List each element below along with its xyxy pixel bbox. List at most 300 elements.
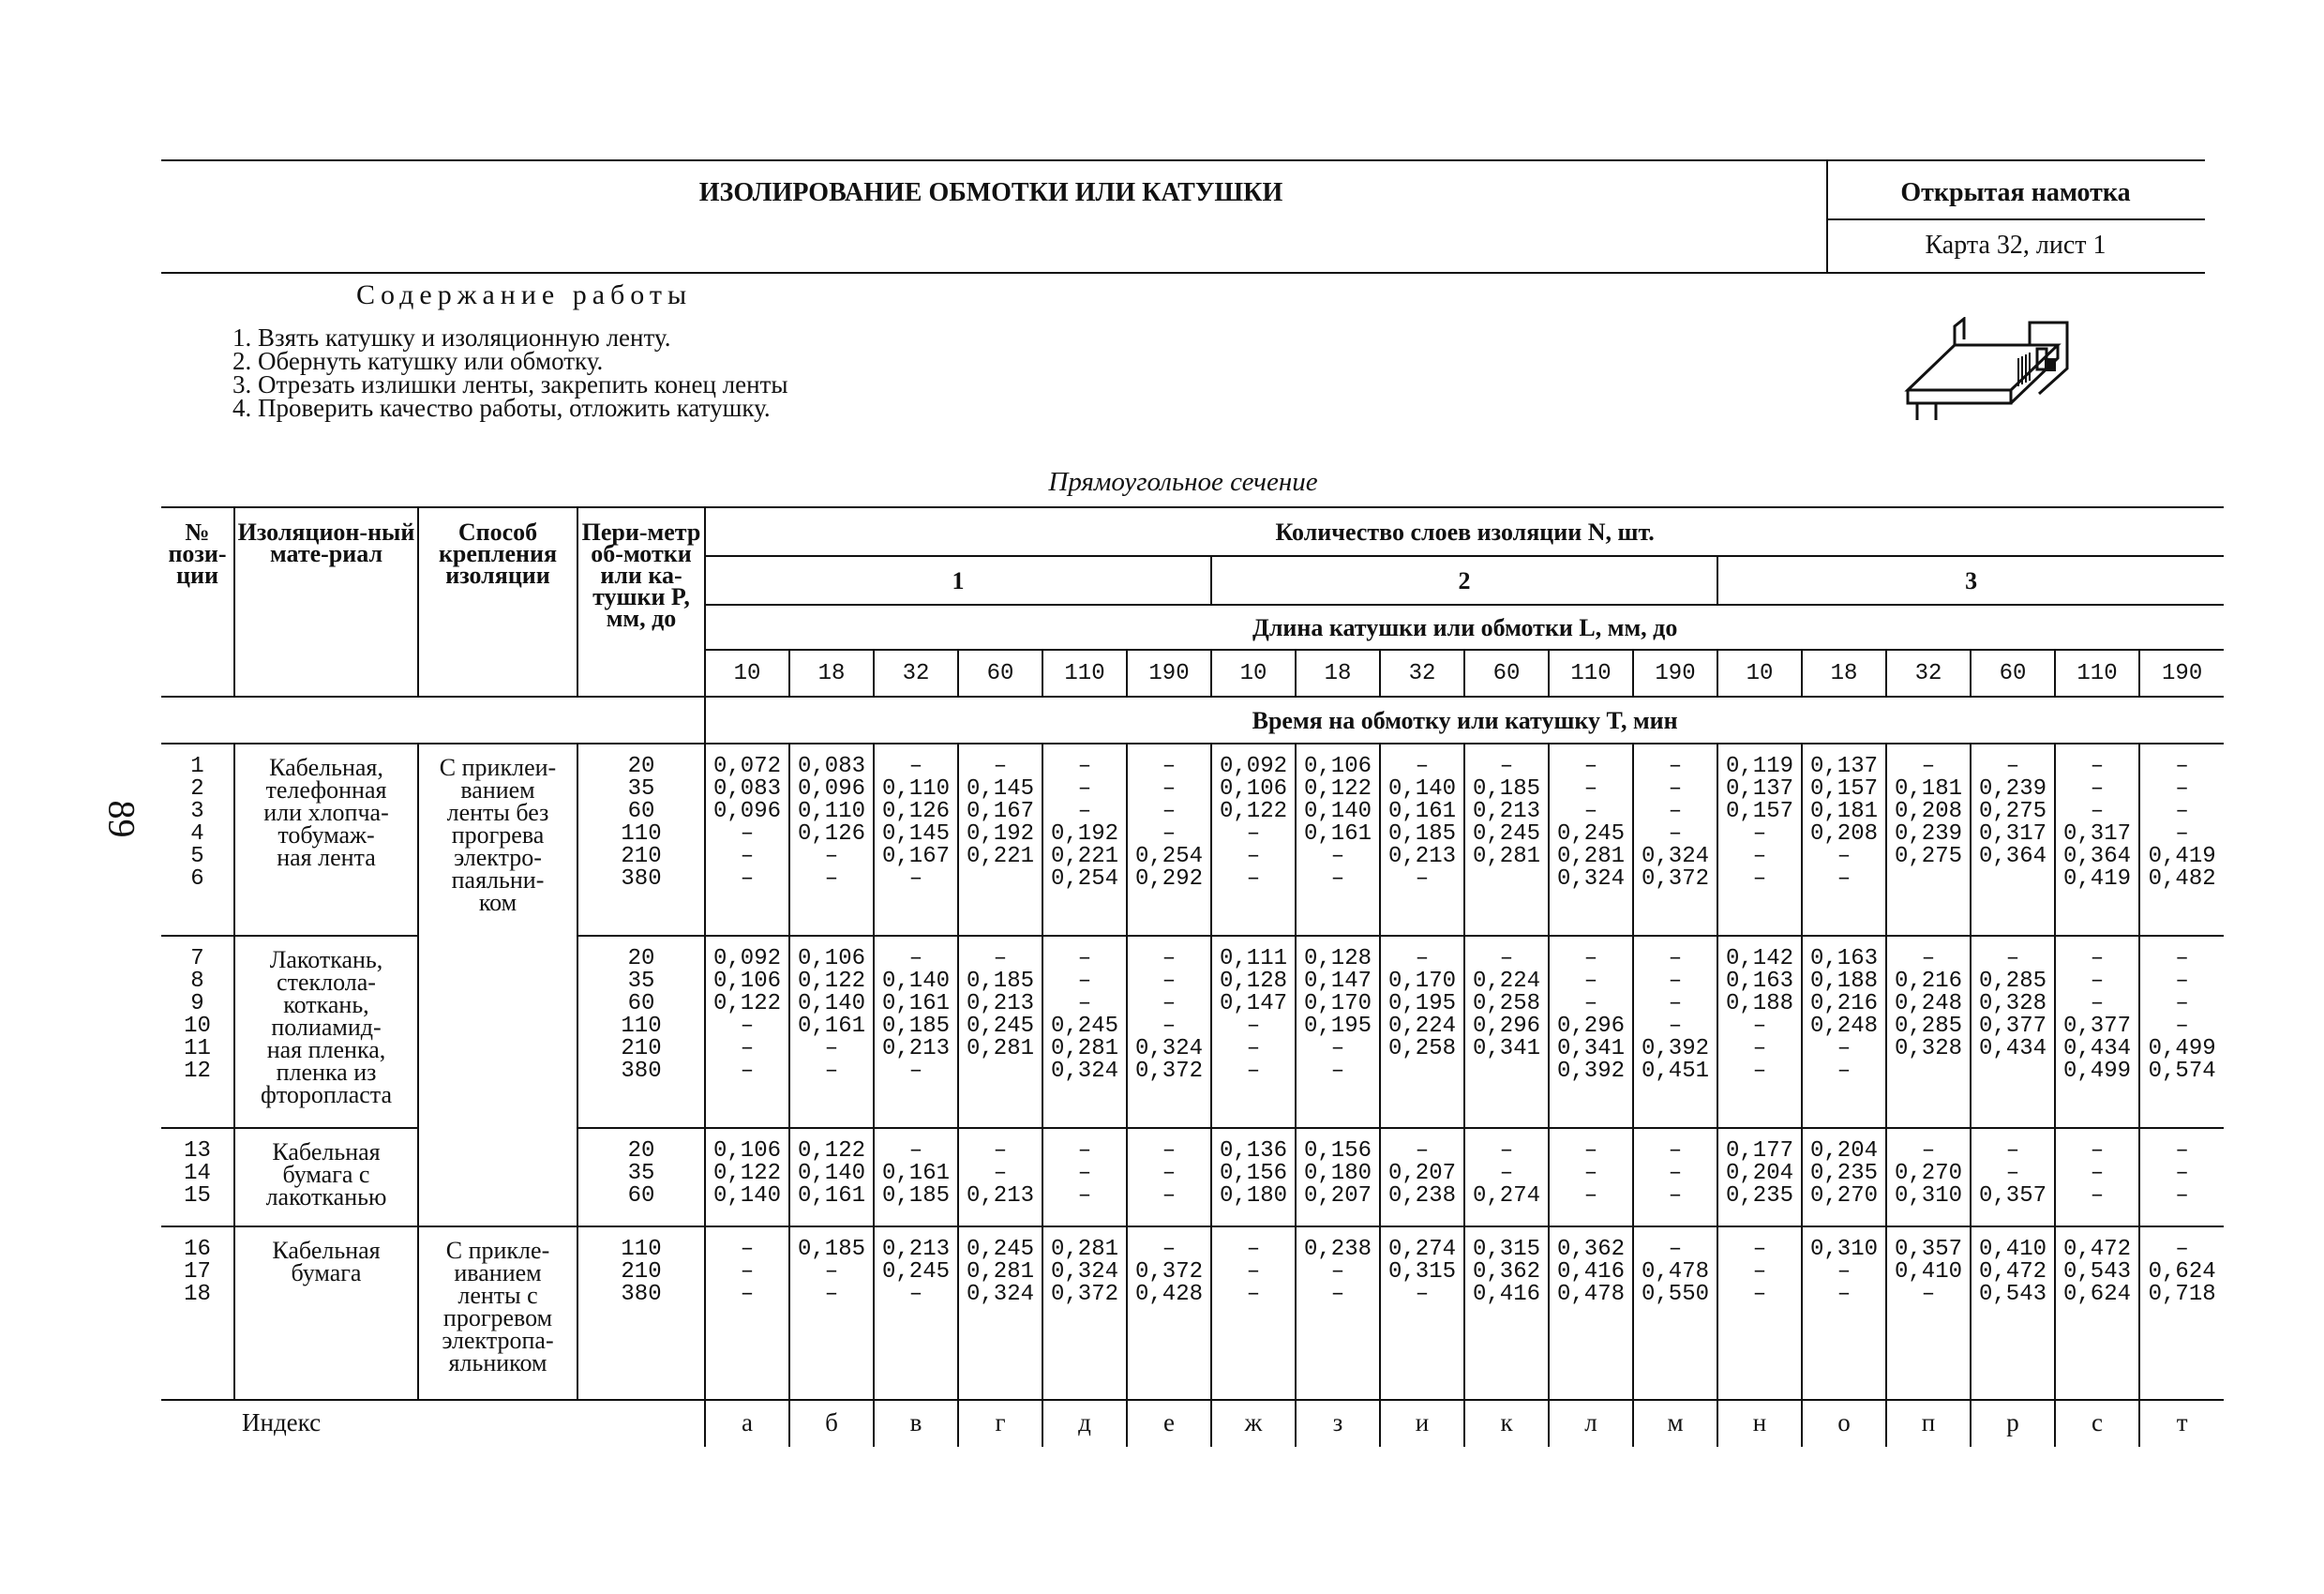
time-value: –: [1077, 969, 1092, 994]
time-value: –: [1837, 1059, 1852, 1084]
perimeter-value: 380: [621, 1282, 662, 1307]
time-cell: [1380, 1226, 1464, 1400]
time-value: 0,245: [881, 1259, 950, 1285]
time-value: –: [2090, 1183, 2105, 1209]
index-letter: к: [1464, 1400, 1549, 1447]
time-cell: [1211, 1226, 1296, 1400]
time-value: –: [1077, 1161, 1092, 1186]
method-text: электро-: [454, 844, 542, 871]
index-letter: д: [1042, 1400, 1127, 1447]
time-value: 0,157: [1725, 799, 1793, 824]
position-number: 9: [190, 991, 204, 1016]
time-cell: [705, 936, 789, 1128]
perimeter-value: 210: [621, 1036, 662, 1061]
time-value: –: [1415, 1282, 1430, 1307]
method-text: прогревом: [442, 1304, 553, 1331]
time-value: 0,140: [881, 969, 950, 994]
time-value: 0,315: [1387, 1259, 1456, 1285]
time-value: 0,207: [1303, 1183, 1372, 1209]
time-value: 0,106: [1303, 754, 1372, 779]
time-value: 0,221: [966, 844, 1034, 869]
time-cell: [2139, 1128, 2224, 1226]
time-value: 0,147: [1219, 991, 1287, 1016]
time-value: –: [1752, 1259, 1767, 1285]
time-cell: [1380, 936, 1464, 1128]
header-layer-group: 1: [705, 556, 1211, 605]
material-text: телефонная: [265, 776, 387, 804]
time-value: –: [1077, 946, 1092, 971]
time-value: 0,310: [1809, 1237, 1878, 1262]
time-value: –: [1246, 1014, 1261, 1039]
time-value: 0,451: [1641, 1059, 1709, 1084]
perimeter-value: 110: [621, 1014, 662, 1039]
time-value: 0,122: [712, 991, 781, 1016]
length-value: 110: [1549, 650, 1633, 697]
work-steps-list: [232, 323, 788, 422]
time-value: –: [1921, 754, 1936, 779]
time-value: –: [2005, 1138, 2020, 1164]
time-cell: [1380, 1128, 1464, 1226]
time-value: 0,119: [1725, 754, 1793, 779]
method-text: ленты с: [457, 1282, 538, 1309]
index-letter: н: [1717, 1400, 1802, 1447]
time-cell: [1042, 1128, 1127, 1226]
time-value: 0,156: [1219, 1161, 1287, 1186]
time-value: –: [1837, 844, 1852, 869]
length-value: 32: [874, 650, 958, 697]
time-value: 0,181: [1894, 776, 1962, 802]
position-number: 18: [184, 1282, 211, 1307]
time-value: 0,213: [881, 1237, 950, 1262]
time-value: –: [1583, 1183, 1598, 1209]
time-value: 0,163: [1725, 969, 1793, 994]
time-value: 0,128: [1219, 969, 1287, 994]
time-value: 0,122: [1303, 776, 1372, 802]
time-cell: [2055, 744, 2139, 936]
material-text: стеклола-: [277, 969, 376, 996]
time-cell: [1802, 1226, 1886, 1400]
time-value: 0,145: [966, 776, 1034, 802]
time-value: 0,285: [1894, 1014, 1962, 1039]
time-value: 0,140: [712, 1183, 781, 1209]
position-number: 10: [184, 1014, 211, 1039]
time-value: –: [1668, 946, 1683, 971]
time-value: 0,324: [1050, 1259, 1118, 1285]
method-text: прогрева: [451, 821, 545, 849]
time-value: 0,624: [2062, 1282, 2131, 1307]
time-value: –: [1499, 1161, 1514, 1186]
perimeter-value: 20: [627, 1138, 655, 1164]
header-material: Изоляцион-ный мате-риал: [234, 507, 418, 697]
time-value: –: [1668, 1161, 1683, 1186]
time-value: 0,292: [1134, 866, 1203, 892]
time-value: –: [1668, 776, 1683, 802]
time-value: –: [2175, 969, 2189, 994]
time-value: 0,161: [881, 991, 950, 1016]
perimeter-value: 110: [621, 821, 662, 847]
time-value: –: [1837, 1259, 1852, 1285]
header-layer-group: 2: [1211, 556, 1717, 605]
coil-illustration-icon: [1898, 317, 2077, 429]
time-value: –: [1752, 844, 1767, 869]
time-cell: [1549, 936, 1633, 1128]
position-number: 14: [184, 1161, 211, 1186]
time-value: –: [824, 1036, 839, 1061]
time-value: 0,180: [1303, 1161, 1372, 1186]
time-value: –: [740, 1259, 755, 1285]
time-value: –: [993, 946, 1008, 971]
time-cell: [2055, 1226, 2139, 1400]
material-text: Кабельная: [272, 1237, 381, 1264]
time-value: –: [2175, 1014, 2189, 1039]
index-letter: о: [1802, 1400, 1886, 1447]
material-text: ная лента: [277, 844, 376, 871]
time-value: 0,106: [712, 1138, 781, 1164]
time-value: 0,482: [2148, 866, 2216, 892]
time-cell: [1802, 936, 1886, 1128]
time-value: –: [1499, 946, 1514, 971]
index-letter: л: [1549, 1400, 1633, 1447]
time-value: –: [908, 1059, 923, 1084]
time-value: 0,161: [797, 1014, 865, 1039]
section-title: Прямоугольное сечение: [1048, 467, 1318, 497]
time-cell: [958, 744, 1042, 936]
time-value: –: [824, 1059, 839, 1084]
norms-table: [161, 506, 2224, 1447]
time-value: 0,248: [1809, 1014, 1878, 1039]
position-number: 15: [184, 1183, 211, 1209]
perimeter-value: 380: [621, 1059, 662, 1084]
time-value: 0,207: [1387, 1161, 1456, 1186]
time-value: –: [1583, 991, 1598, 1016]
time-value: 0,239: [1894, 821, 1962, 847]
material-text: лакотканью: [265, 1183, 387, 1211]
time-value: 0,317: [2062, 821, 2131, 847]
time-value: –: [1752, 1036, 1767, 1061]
time-cell: [874, 744, 958, 936]
length-value: 190: [1127, 650, 1211, 697]
time-cell: [1549, 1226, 1633, 1400]
time-cell: [1296, 1226, 1380, 1400]
length-value: 18: [1296, 650, 1380, 697]
time-value: –: [1583, 1138, 1598, 1164]
header-category: Открытая намотка: [1900, 178, 2131, 207]
time-value: 0,274: [1387, 1237, 1456, 1262]
time-value: –: [1162, 1014, 1177, 1039]
material-text: тобумаж-: [277, 821, 375, 849]
time-value: –: [2175, 776, 2189, 802]
time-value: –: [1752, 1059, 1767, 1084]
time-value: 0,324: [1050, 1059, 1118, 1084]
time-value: 0,238: [1387, 1183, 1456, 1209]
time-value: –: [2005, 1161, 2020, 1186]
perimeter-value: 35: [627, 1161, 655, 1186]
index-letter: р: [1971, 1400, 2055, 1447]
position-number: 3: [190, 799, 204, 824]
time-value: 0,137: [1809, 754, 1878, 779]
time-cell: [958, 1128, 1042, 1226]
time-value: 0,167: [881, 844, 950, 869]
time-value: 0,324: [1641, 844, 1709, 869]
time-value: 0,136: [1219, 1138, 1287, 1164]
time-value: 0,161: [1387, 799, 1456, 824]
perimeter-value: 210: [621, 844, 662, 869]
work-content-heading: Содержание работы: [356, 279, 693, 310]
time-value: 0,224: [1387, 1014, 1456, 1039]
time-value: –: [740, 1036, 755, 1061]
time-value: 0,122: [797, 1138, 865, 1164]
time-value: –: [1415, 866, 1430, 892]
time-cell: [2139, 936, 2224, 1128]
time-value: –: [1921, 1138, 1936, 1164]
material-text: бумага с: [282, 1161, 370, 1188]
time-value: –: [1330, 1036, 1345, 1061]
time-value: 0,213: [1387, 844, 1456, 869]
time-value: 0,428: [1134, 1282, 1203, 1307]
time-value: 0,106: [1219, 776, 1287, 802]
time-value: 0,472: [1978, 1259, 2047, 1285]
time-value: 0,204: [1725, 1161, 1793, 1186]
time-value: 0,185: [966, 969, 1034, 994]
time-value: 0,245: [966, 1014, 1034, 1039]
time-cell: [1717, 936, 1802, 1128]
time-value: –: [2090, 1138, 2105, 1164]
time-value: 0,083: [797, 754, 865, 779]
position-number: 17: [184, 1259, 211, 1285]
material-text: фторопласта: [260, 1081, 393, 1108]
time-value: 0,126: [797, 821, 865, 847]
time-cell: [705, 1226, 789, 1400]
header-time: Время на обмотку или катушку T, мин: [705, 697, 2224, 744]
time-value: 0,096: [712, 799, 781, 824]
time-value: –: [1921, 946, 1936, 971]
time-cell: [1971, 1226, 2055, 1400]
time-value: –: [740, 1237, 755, 1262]
time-value: –: [1583, 776, 1598, 802]
time-cell: [1042, 936, 1127, 1128]
time-value: –: [1837, 1282, 1852, 1307]
time-value: –: [1077, 799, 1092, 824]
time-value: –: [740, 1059, 755, 1084]
material-text: коткань,: [283, 991, 369, 1018]
time-value: –: [1330, 1259, 1345, 1285]
time-value: –: [2175, 991, 2189, 1016]
time-value: 0,296: [1556, 1014, 1625, 1039]
time-value: 0,213: [1472, 799, 1540, 824]
length-value: 60: [1464, 650, 1549, 697]
time-value: 0,499: [2148, 1036, 2216, 1061]
index-letter: а: [705, 1400, 789, 1447]
time-value: 0,111: [1219, 946, 1287, 971]
time-value: –: [1415, 754, 1430, 779]
index-letter: в: [874, 1400, 958, 1447]
time-value: 0,372: [1134, 1059, 1203, 1084]
time-value: 0,156: [1303, 1138, 1372, 1164]
work-step: 4. Проверить качество работы, отложить катушку.: [232, 394, 771, 422]
time-value: 0,478: [1556, 1282, 1625, 1307]
time-value: –: [2090, 991, 2105, 1016]
method-text: яльником: [448, 1349, 547, 1376]
time-value: 0,281: [1472, 844, 1540, 869]
time-value: 0,083: [712, 776, 781, 802]
method-text: ленты без: [446, 799, 549, 826]
time-value: 0,192: [966, 821, 1034, 847]
document-title: ИЗОЛИРОВАНИЕ ОБМОТКИ ИЛИ КАТУШКИ: [698, 178, 1283, 207]
time-cell: [1042, 1226, 1127, 1400]
header-length: Длина катушки или обмотки L, мм, до: [705, 605, 2224, 650]
index-letter: з: [1296, 1400, 1380, 1447]
time-value: –: [993, 1161, 1008, 1186]
time-cell: [1717, 1128, 1802, 1226]
time-value: 0,434: [1978, 1036, 2047, 1061]
time-value: –: [2090, 799, 2105, 824]
time-value: –: [1246, 1282, 1261, 1307]
time-value: 0,718: [2148, 1282, 2216, 1307]
length-value: 10: [1717, 650, 1802, 697]
length-value: 190: [1633, 650, 1717, 697]
time-value: –: [824, 844, 839, 869]
perimeter-value: 35: [627, 776, 655, 802]
time-value: 0,195: [1387, 991, 1456, 1016]
time-value: –: [740, 866, 755, 892]
time-value: –: [1330, 1059, 1345, 1084]
perimeter-value: 60: [627, 991, 655, 1016]
time-cell: [1886, 1226, 1971, 1400]
time-value: –: [993, 1138, 1008, 1164]
time-value: 0,254: [1134, 844, 1203, 869]
time-value: –: [1330, 1282, 1345, 1307]
time-value: 0,142: [1725, 946, 1793, 971]
time-value: 0,213: [881, 1036, 950, 1061]
time-value: –: [1668, 799, 1683, 824]
index-letter: и: [1380, 1400, 1464, 1447]
time-value: –: [1246, 1259, 1261, 1285]
time-value: –: [1246, 1237, 1261, 1262]
position-number: 2: [190, 776, 204, 802]
time-value: –: [1246, 844, 1261, 869]
time-value: 0,392: [1641, 1036, 1709, 1061]
time-value: –: [1668, 1183, 1683, 1209]
header-method: Способ крепления изоляции: [418, 507, 577, 697]
time-value: –: [1415, 1138, 1430, 1164]
time-value: –: [1330, 866, 1345, 892]
time-value: 0,543: [2062, 1259, 2131, 1285]
time-cell: [789, 936, 874, 1128]
time-cell: [1802, 744, 1886, 936]
work-step: 1. Взять катушку и изоляционную ленту.: [232, 323, 671, 352]
time-value: 0,281: [966, 1259, 1034, 1285]
position-number: 16: [184, 1237, 211, 1262]
time-value: 0,161: [1303, 821, 1372, 847]
perimeter-value: 60: [627, 1183, 655, 1209]
time-cell: [1549, 744, 1633, 936]
time-value: 0,478: [1641, 1259, 1709, 1285]
time-value: 0,161: [797, 1183, 865, 1209]
time-cell: [1464, 1226, 1549, 1400]
time-cell: [958, 1226, 1042, 1400]
index-letter: е: [1127, 1400, 1211, 1447]
index-letter: м: [1633, 1400, 1717, 1447]
time-value: –: [2175, 1138, 2189, 1164]
time-cell: [705, 1128, 789, 1226]
time-cell: [1464, 936, 1549, 1128]
time-value: 0,239: [1978, 776, 2047, 802]
index-letter: ж: [1211, 1400, 1296, 1447]
time-value: 0,072: [712, 754, 781, 779]
time-value: 0,410: [1894, 1259, 1962, 1285]
time-value: 0,328: [1894, 1036, 1962, 1061]
time-value: 0,188: [1725, 991, 1793, 1016]
time-value: 0,235: [1725, 1183, 1793, 1209]
time-cell: [1633, 1226, 1717, 1400]
time-value: 0,550: [1641, 1282, 1709, 1307]
time-value: –: [2175, 821, 2189, 847]
time-value: –: [1583, 799, 1598, 824]
time-value: 0,140: [797, 1161, 865, 1186]
time-value: 0,419: [2062, 866, 2131, 892]
time-value: –: [1162, 1138, 1177, 1164]
time-value: 0,275: [1894, 844, 1962, 869]
time-cell: [2055, 1128, 2139, 1226]
position-number: 8: [190, 969, 204, 994]
method-text: паяльни-: [451, 866, 545, 894]
time-value: 0,092: [712, 946, 781, 971]
time-value: 0,372: [1134, 1259, 1203, 1285]
method-text: С прикле-: [445, 1237, 550, 1264]
time-value: –: [1077, 991, 1092, 1016]
time-value: –: [1077, 754, 1092, 779]
work-step: 3. Отрезать излишки ленты, закрепить конец ленты: [232, 370, 788, 398]
time-value: –: [1668, 969, 1683, 994]
time-value: 0,180: [1219, 1183, 1287, 1209]
time-value: 0,357: [1894, 1237, 1962, 1262]
time-value: 0,258: [1387, 1036, 1456, 1061]
time-value: –: [1583, 754, 1598, 779]
perimeter-value: 380: [621, 866, 662, 892]
time-value: –: [1668, 1237, 1683, 1262]
time-value: 0,364: [2062, 844, 2131, 869]
time-value: 0,188: [1809, 969, 1878, 994]
time-value: 0,341: [1556, 1036, 1625, 1061]
perimeter-value: 60: [627, 799, 655, 824]
time-value: –: [1162, 1183, 1177, 1209]
time-value: –: [1837, 1036, 1852, 1061]
time-value: 0,245: [1556, 821, 1625, 847]
index-letter: б: [789, 1400, 874, 1447]
time-cell: [1464, 1128, 1549, 1226]
time-value: 0,161: [881, 1161, 950, 1186]
time-cell: [1211, 936, 1296, 1128]
material-text: Лакоткань,: [269, 946, 383, 973]
time-cell: [1127, 744, 1211, 936]
time-value: –: [908, 754, 923, 779]
time-value: 0,281: [1556, 844, 1625, 869]
time-value: 0,122: [1219, 799, 1287, 824]
time-value: –: [1668, 1138, 1683, 1164]
time-value: –: [2090, 776, 2105, 802]
time-value: 0,416: [1472, 1282, 1540, 1307]
time-value: 0,372: [1641, 866, 1709, 892]
header-card-number: Карта 32, лист 1: [1925, 231, 2107, 260]
time-value: 0,574: [2148, 1059, 2216, 1084]
time-value: 0,128: [1303, 946, 1372, 971]
material-text: пленка из: [276, 1059, 377, 1086]
material-text: Кабельная,: [269, 754, 383, 781]
time-value: –: [740, 844, 755, 869]
time-value: 0,235: [1809, 1161, 1878, 1186]
time-value: 0,140: [797, 991, 865, 1016]
time-value: 0,362: [1472, 1259, 1540, 1285]
